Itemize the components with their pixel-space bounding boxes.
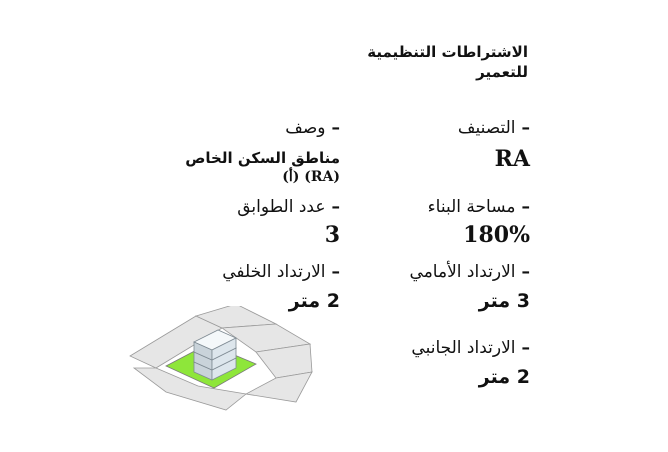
- page-title: [268, 42, 528, 83]
- rear-setback-value: 2 متر: [288, 290, 340, 312]
- classification-value: RA: [494, 146, 530, 172]
- front-setback-value: 3 متر: [478, 290, 530, 312]
- floors-label: –عدد الطوابق: [237, 197, 340, 217]
- isometric-plot-illustration: [126, 306, 316, 416]
- title-line-1: الاشتراطات التنظيمية: [367, 43, 528, 61]
- title-line-2: للتعمير: [476, 63, 528, 82]
- building-area-value: 180%: [463, 222, 530, 248]
- description-line-1: مناطق السكن الخاص: [185, 149, 340, 167]
- front-setback-label: –الارتداد الأمامي: [409, 262, 530, 282]
- side-setback-value: 2 متر: [478, 366, 530, 388]
- description-line-2: (RA) (أ): [282, 169, 340, 186]
- side-setback-label: –الارتداد الجانبي: [411, 338, 530, 358]
- rear-setback-label: –الارتداد الخلفي: [222, 262, 340, 282]
- building-area-label: –مساحة البناء: [427, 197, 530, 217]
- floors-value: 3: [324, 222, 340, 248]
- classification-label: –التصنيف: [457, 118, 530, 138]
- description-value: [185, 148, 340, 187]
- description-label: –وصف: [285, 118, 340, 138]
